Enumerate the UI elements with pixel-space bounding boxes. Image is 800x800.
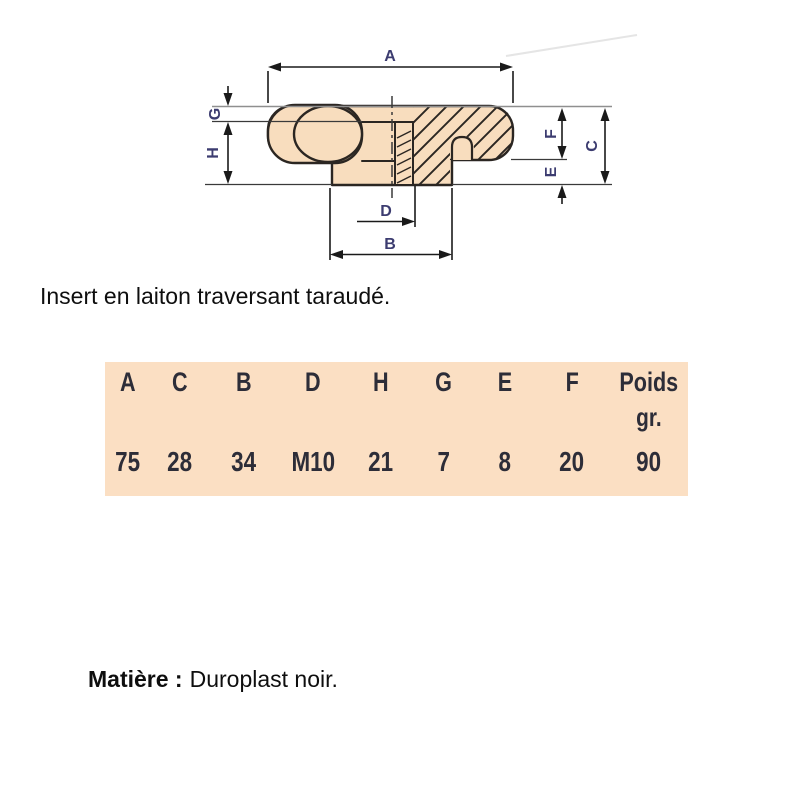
column-header: E bbox=[497, 367, 513, 397]
dim-label-c: C bbox=[584, 140, 601, 152]
table-column-d bbox=[278, 362, 348, 496]
dim-label-a: A bbox=[384, 48, 396, 65]
dim-label-h: H bbox=[205, 147, 222, 159]
material-value: Duroplast noir. bbox=[189, 666, 338, 692]
column-header: B bbox=[236, 367, 252, 397]
dimension-g-h bbox=[224, 86, 233, 184]
dim-label-g: G bbox=[207, 107, 224, 121]
column-header: Poids bbox=[619, 367, 678, 397]
column-header: G bbox=[435, 367, 453, 397]
dimension-c bbox=[601, 108, 610, 184]
table-column-h bbox=[348, 362, 413, 496]
column-value: M10 bbox=[291, 446, 335, 477]
technical-drawing bbox=[0, 0, 800, 280]
column-value: 28 bbox=[167, 446, 193, 477]
table-column-b bbox=[210, 362, 278, 496]
table-column-g bbox=[413, 362, 475, 496]
column-value: 34 bbox=[231, 446, 257, 477]
column-header: F bbox=[565, 367, 579, 397]
knob-lobe-ellipse bbox=[294, 106, 362, 162]
material-line bbox=[88, 666, 338, 693]
dimensions-table bbox=[105, 362, 688, 496]
column-value: 8 bbox=[498, 446, 512, 477]
description-text: Insert en laiton traversant taraudé. bbox=[40, 283, 391, 309]
table-column-poids bbox=[609, 362, 688, 496]
dim-label-f: F bbox=[543, 129, 560, 139]
dim-label-d: D bbox=[380, 203, 392, 220]
dim-label-e: E bbox=[543, 166, 560, 178]
column-value: 75 bbox=[115, 446, 140, 477]
table-column-a bbox=[105, 362, 150, 496]
column-header: D bbox=[305, 367, 321, 397]
column-header: C bbox=[172, 367, 188, 397]
scan-artifact-line bbox=[506, 35, 637, 56]
column-value: 21 bbox=[368, 446, 393, 477]
column-value: 20 bbox=[559, 446, 585, 477]
column-header-unit: gr. bbox=[635, 402, 662, 432]
column-value: 7 bbox=[437, 446, 451, 477]
table-column-f bbox=[535, 362, 609, 496]
column-header: H bbox=[372, 367, 389, 397]
dimension-a bbox=[268, 63, 513, 104]
material-label: Matière : bbox=[88, 666, 183, 692]
table-column-c bbox=[150, 362, 210, 496]
dim-label-b: B bbox=[384, 236, 396, 253]
column-header: A bbox=[119, 367, 136, 397]
dimension-f-e bbox=[558, 108, 567, 204]
lobe-groove bbox=[452, 137, 472, 160]
column-value: 90 bbox=[636, 446, 661, 477]
table-column-e bbox=[475, 362, 535, 496]
